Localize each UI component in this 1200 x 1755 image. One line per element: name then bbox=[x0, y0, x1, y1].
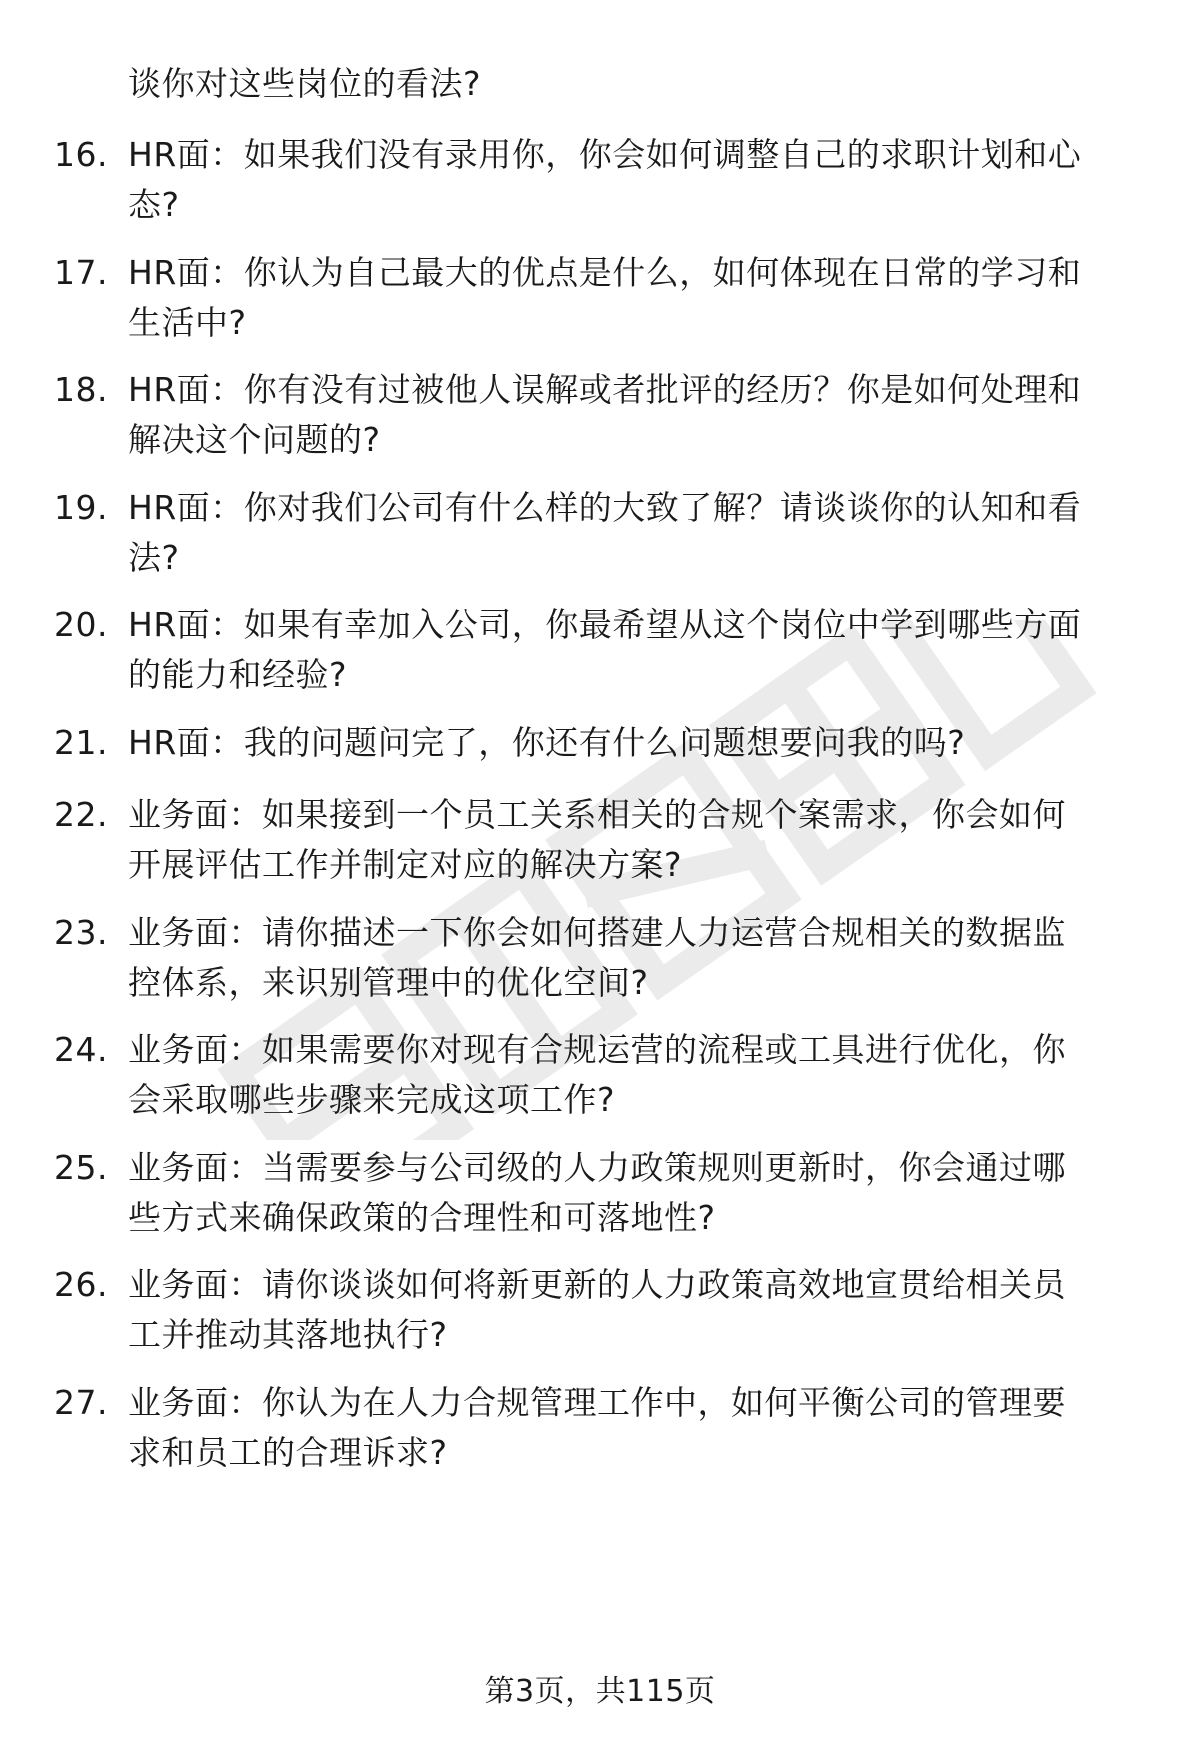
question-text: HR面：你认为自己最大的优点是什么，如何体现在日常的学习和 生活中? bbox=[128, 253, 1082, 342]
question-number: 19. bbox=[54, 488, 108, 527]
question-text: HR面：我的问题问完了，你还有什么问题想要问我的吗? bbox=[128, 723, 966, 762]
question-number: 26. bbox=[54, 1265, 108, 1304]
question-text: 业务面：请你描述一下你会如何搭建人力运营合规相关的数据监 控体系，来识别管理中的优化空间? bbox=[128, 913, 1066, 1002]
continued-question-text: 谈你对这些岗位的看法? bbox=[128, 64, 482, 103]
question-number: 23. bbox=[54, 913, 108, 952]
question-number: 24. bbox=[54, 1030, 108, 1069]
question-number: 20. bbox=[54, 605, 108, 644]
page-footer: 第3页，共115页 bbox=[484, 1674, 716, 1709]
question-number: 25. bbox=[54, 1148, 108, 1187]
question-number: 22. bbox=[54, 795, 108, 834]
question-text: HR面：你有没有过被他人误解或者批评的经历？你是如何处理和 解决这个问题的? bbox=[128, 370, 1082, 459]
question-number: 21. bbox=[54, 723, 108, 762]
question-text: HR面：如果我们没有录用你，你会如何调整自己的求职计划和心 态? bbox=[128, 135, 1082, 224]
question-text: 业务面：如果接到一个员工关系相关的合规个案需求，你会如何 开展评估工作并制定对应的解决方案? bbox=[128, 795, 1066, 884]
question-text: HR面：如果有幸加入公司，你最希望从这个岗位中学到哪些方面 的能力和经验? bbox=[128, 605, 1082, 694]
question-number: 27. bbox=[54, 1383, 108, 1422]
question-text: 业务面：你认为在人力合规管理工作中，如何平衡公司的管理要 求和员工的合理诉求? bbox=[128, 1383, 1066, 1472]
question-text: 业务面：如果需要你对现有合规运营的流程或工具进行优化，你 会采取哪些步骤来完成这项工作? bbox=[128, 1030, 1066, 1119]
question-number: 18. bbox=[54, 370, 108, 409]
question-text: 业务面：请你谈谈如何将新更新的人力政策高效地宣贯给相关员 工并推动其落地执行? bbox=[128, 1265, 1066, 1354]
question-text: 业务面：当需要参与公司级的人力政策规则更新时，你会通过哪 些方式来确保政策的合理性和可落地性? bbox=[128, 1148, 1066, 1237]
question-text: HR面：你对我们公司有什么样的大致了解？请谈谈你的认知和看 法? bbox=[128, 488, 1082, 577]
question-number: 17. bbox=[54, 253, 108, 292]
question-number: 16. bbox=[54, 135, 108, 174]
